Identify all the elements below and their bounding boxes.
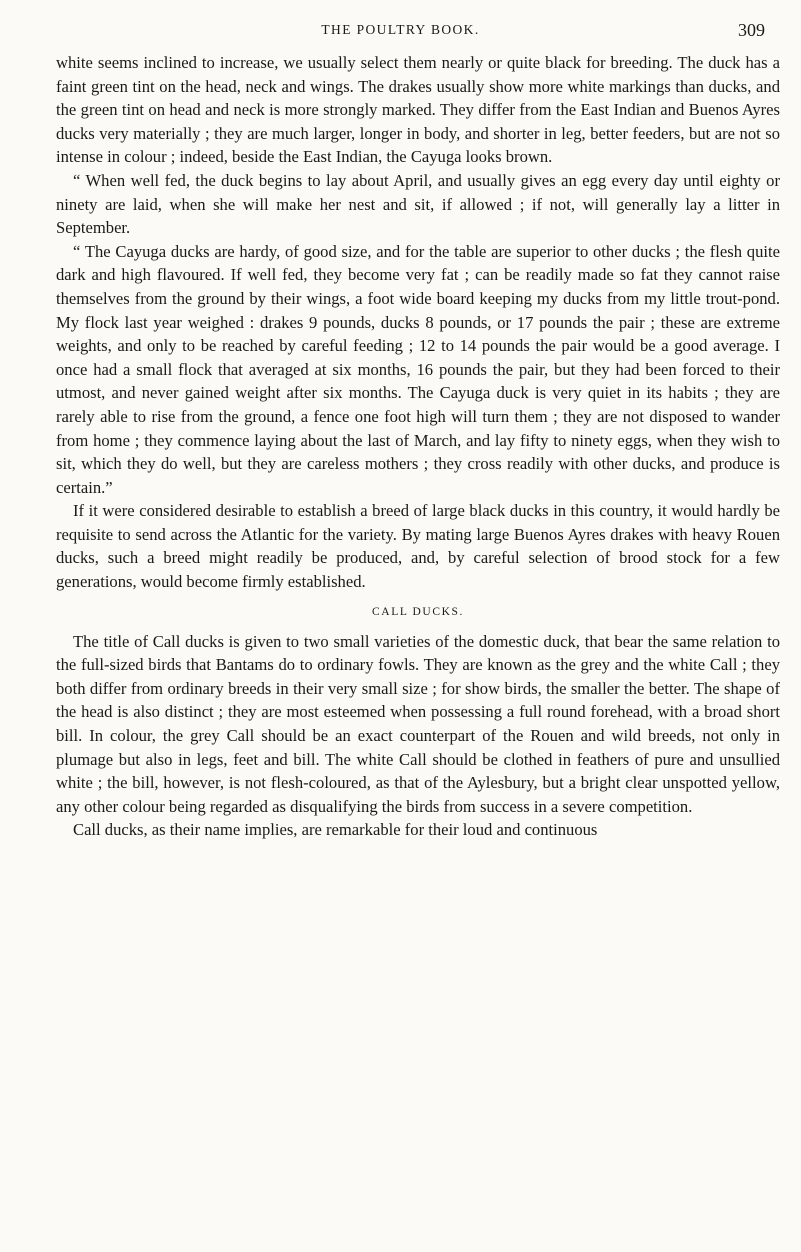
running-head	[0, 20, 801, 44]
paragraph-black-ducks: If it were considered desirable to establish a breed of large black ducks in this country, it would hardly be requisite to send across the Atlantic for the variety. By mating large Buenos Ayres drakes with heavy Rouen ducks, such a breed might readily be produced, and, by careful selection of brood stock for a few generations, would become firmly established.	[56, 501, 780, 592]
paragraph-quote-laying: “ When well fed, the duck begins to lay about April, and usually gives an egg every day until eighty or ninety are laid, when she will make her nest and sit, if allowed ; if not, will generally lay a litter in September.	[56, 170, 780, 238]
paragraph-continuation: white seems inclined to increase, we usually select them nearly or quite black for breeding. The duck has a faint green tint on the head, neck and wings. The drakes usually show more white markings than ducks, and the green tint on head and neck is more strongly marked. They differ from the East Indian and Buenos Ayres ducks very materially ; they are much larger, longer in body, and shorter in leg, better feeders, but are not so intense in colour ; indeed, beside the East Indian, the Cayuga looks brown.	[56, 53, 780, 167]
paragraph-call-ducks-voice: Call ducks, as their name implies, are remarkable for their loud and continuous	[73, 820, 598, 840]
paragraph-call-ducks: The title of Call ducks is given to two small varieties of the domestic duck, that bear the same relation to the full-sized birds that Bantams do to ordinary fowls. They are known as the grey and the white Call ; they both differ from ordinary breeds in their very small size ; for show birds, the smaller the better. The shape of the head is also distinct ; they are most esteemed when possessing a full round forehead, with a broad short bill. In colour, the grey Call should be an exact counterpart of the Rouen and wild breeds, not only in plumage but also in legs, feet and bill. The white Call should be clothed in feathers of pure and unsullied white ; the bill, however, is not flesh-coloured, as that of the Aylesbury, but a bright clear unspotted yellow, any other colour being regarded as disqualifying the birds from success in a severe competition.	[56, 631, 780, 816]
text-body	[56, 51, 780, 842]
paragraph-quote-hardy: “ The Cayuga ducks are hardy, of good size, and for the table are superior to other ducks ; the flesh quite dark and high flavoured. If well fed, they become very fat ; can be readily made so fat they cannot raise themselves from the ground by their wings, a foot wide board keeping my ducks from my little trout-pond. My flock last year weighed : drakes 9 pounds, ducks 8 pounds, or 17 pounds the pair ; these are extreme weights, and only to be reached by careful feeding ; 12 to 14 pounds the pair would be a good average. I once had a small flock that averaged at six months, 16 pounds the pair, but they had been forced to their utmost, and never gained weight after six months. The Cayuga duck is very quiet in its habits ; they are rarely able to rise from the ground, a fence one foot high will turn them ; they are not disposed to wander from home ; they commence laying about the last of March, and lay fifty to ninety eggs, when they wish to sit, which they do well, but they are careless mothers ; they cross readily with other ducks, and produce is certain.”	[56, 241, 780, 497]
running-title: THE POULTRY BOOK.	[321, 22, 480, 37]
page-number: 309	[738, 20, 765, 40]
section-heading: CALL DUCKS.	[372, 605, 464, 618]
